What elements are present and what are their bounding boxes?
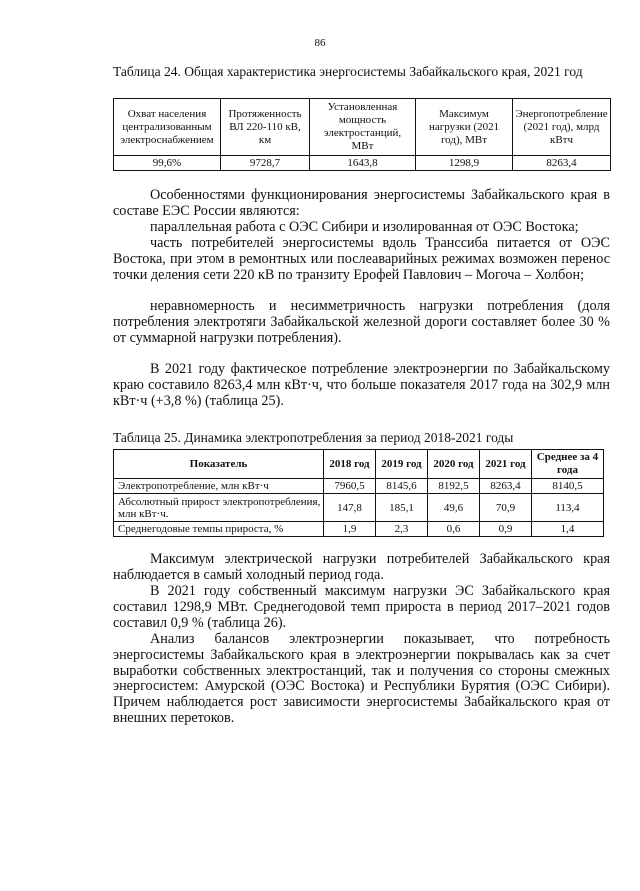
table-cell: 99,6% — [114, 156, 221, 171]
table-cell: 8140,5 — [532, 479, 604, 494]
list-item: часть потребителей энергосистемы вдоль Транссиба питается от ОЭС Востока, при этом в ремонтных или послеаварийных режимах возможен перенос точки деления сети 220 кВ по транзиту Ерофей Павлович – Могоча – Холбон; — [113, 235, 610, 283]
table-header-row — [114, 99, 611, 156]
paragraph: В 2021 году фактическое потребление электроэнергии по Забайкальскому краю составило 8263,4 млн кВт·ч, что больше показателя 2017 года на 302,9 млн кВт·ч (+3,8 %) (таблица 25). — [113, 361, 610, 409]
table-cell: 1,4 — [532, 522, 604, 537]
table-header-cell: Охват населения централизованным электроснабжением — [114, 99, 221, 156]
table-cell: 2,3 — [376, 522, 428, 537]
table-header-cell: Максимум нагрузки (2021 год), МВт — [416, 99, 513, 156]
table-header-cell: 2019 год — [376, 450, 428, 479]
paragraph: В 2021 году собственный максимум нагрузки ЭС Забайкальского края составил 1298,9 МВт. Среднегодовой темп прироста в период 2017–2021 годов составил 0,9 % (таблица 26). — [113, 583, 610, 631]
table-row-label: Абсолютный прирост электропотребления, млн кВт·ч. — [114, 494, 324, 522]
list-item: параллельная работа с ОЭС Сибири и изолированная от ОЭС Востока; — [150, 219, 579, 235]
table-header-row — [114, 450, 604, 479]
table-header-cell: 2020 год — [428, 450, 480, 479]
table-row — [114, 494, 604, 522]
paragraph: Особенностями функционирования энергосистемы Забайкальского края в составе ЕЭС России являются: — [113, 187, 610, 219]
table-row-label: Электропотребление, млн кВт·ч — [114, 479, 324, 494]
table-row — [114, 522, 604, 537]
table-row — [114, 479, 604, 494]
table-cell: 1,9 — [324, 522, 376, 537]
table-cell: 49,6 — [428, 494, 480, 522]
table-25-caption: Таблица 25. Динамика электропотребления за период 2018-2021 годы — [113, 430, 514, 445]
table-cell: 8192,5 — [428, 479, 480, 494]
table-cell: 8145,6 — [376, 479, 428, 494]
table-cell: 147,8 — [324, 494, 376, 522]
table-header-cell: 2018 год — [324, 450, 376, 479]
table-cell: 9728,7 — [221, 156, 310, 171]
table-cell: 8263,4 — [480, 479, 532, 494]
table-25 — [113, 449, 604, 537]
paragraph: Анализ балансов электроэнергии показывает, что потребность энергосистемы Забайкальского края в электроэнергии покрывалась как за счет выработки собственных электростанций, так и получения со стороны смежных энергосистем: Амурской (ОЭС Востока) и Республики Бурятия (ОЭС Сибири). Причем наблюдается рост зависимости энергосистемы Забайкальского края от внешних перетоков. — [113, 631, 610, 726]
table-header-cell: Энергопотребление (2021 год), млрд кВтч — [513, 99, 611, 156]
table-header-cell: Показатель — [114, 450, 324, 479]
table-cell: 0,9 — [480, 522, 532, 537]
table-row — [114, 156, 611, 171]
list-item: неравномерность и несимметричность нагрузки потребления (доля потребления электротяги Забайкальской железной дороги составляет более 30 % от суммарной нагрузки потребления). — [113, 298, 610, 346]
table-cell: 1298,9 — [416, 156, 513, 171]
table-24-caption: Таблица 24. Общая характеристика энергосистемы Забайкальского края, 2021 год — [113, 64, 583, 79]
table-row-label: Среднегодовые темпы прироста, % — [114, 522, 324, 537]
table-header-cell: Среднее за 4 года — [532, 450, 604, 479]
table-cell: 7960,5 — [324, 479, 376, 494]
table-cell: 70,9 — [480, 494, 532, 522]
table-header-cell: 2021 год — [480, 450, 532, 479]
table-header-cell: Установленная мощность электростанций, МВт — [310, 99, 416, 156]
table-cell: 113,4 — [532, 494, 604, 522]
table-24 — [113, 98, 611, 171]
paragraph: Максимум электрической нагрузки потребителей Забайкальского края наблюдается в самый холодный период года. — [113, 551, 610, 583]
table-header-cell: Протяженность ВЛ 220-110 кВ, км — [221, 99, 310, 156]
table-cell: 185,1 — [376, 494, 428, 522]
table-cell: 0,6 — [428, 522, 480, 537]
table-cell: 8263,4 — [513, 156, 611, 171]
page-number: 86 — [314, 37, 326, 49]
table-cell: 1643,8 — [310, 156, 416, 171]
